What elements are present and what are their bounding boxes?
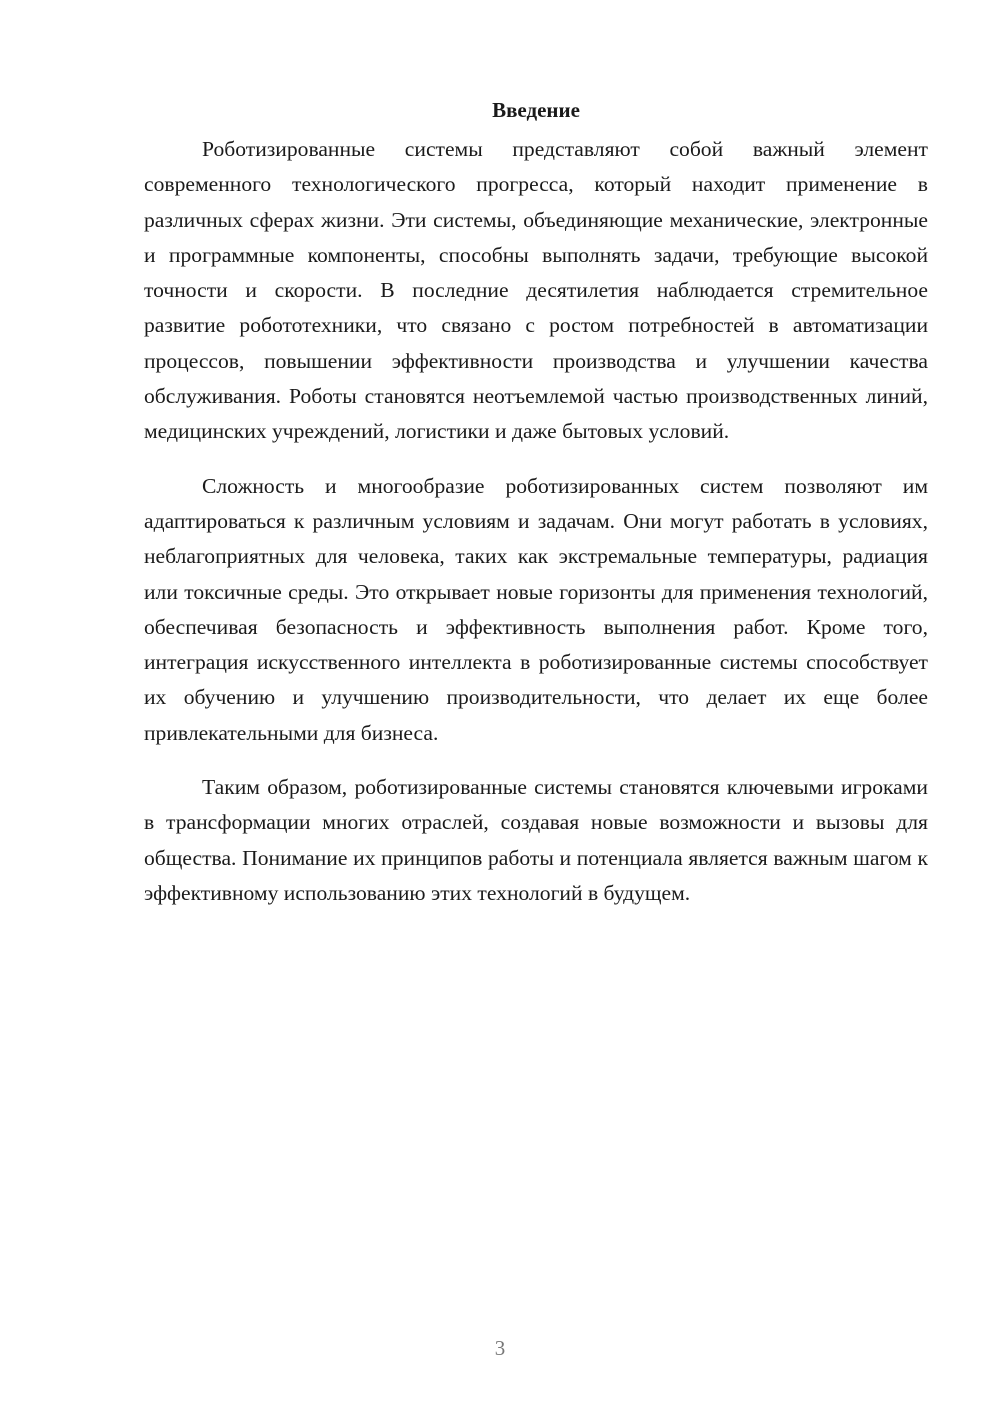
paragraph-3: Таким образом, роботизированные системы становятся ключевыми игроками в трансформации многих отраслей, создавая новые возможности и вызовы для общества. Понимание их принципов работы и потенциала является важным шагом к эффективному использованию этих технологий в будущем. [144,775,928,905]
paragraph-1: Роботизированные системы представляют собой важный элемент современного технологического прогресса, который находит применение в различных сферах жизни. Эти системы, объединяющие механические, электронные и программные компоненты, способны выполнять задачи, требующие высокой точности и скорости. В последние десятилетия наблюдается стремительное развитие робототехники, что связано с ростом потребностей в автоматизации процессов, повышении эффективности производства и улучшении качества обслуживания. Роботы становятся неотъемлемой частью производственных линий, медицинских учреждений, логистики и даже бытовых условий. [144,137,928,444]
page-number: 3 [494,1336,506,1360]
paragraph-2: Сложность и многообразие роботизированных систем позволяют им адаптироваться к различным условиям и задачам. Они могут работать в условиях, неблагоприятных для человека, таких как экстремальные температуры, радиация или токсичные среды. Это открывает новые горизонты для применения технологий, обеспечивая безопасность и эффективность выполнения работ. Кроме того, интеграция искусственного интеллекта в роботизированные системы способствует их обучению и улучшению производительности, что делает их еще более привлекательными для бизнеса. [144,473,928,745]
section-title: Введение [492,98,580,122]
page-content [144,93,928,930]
